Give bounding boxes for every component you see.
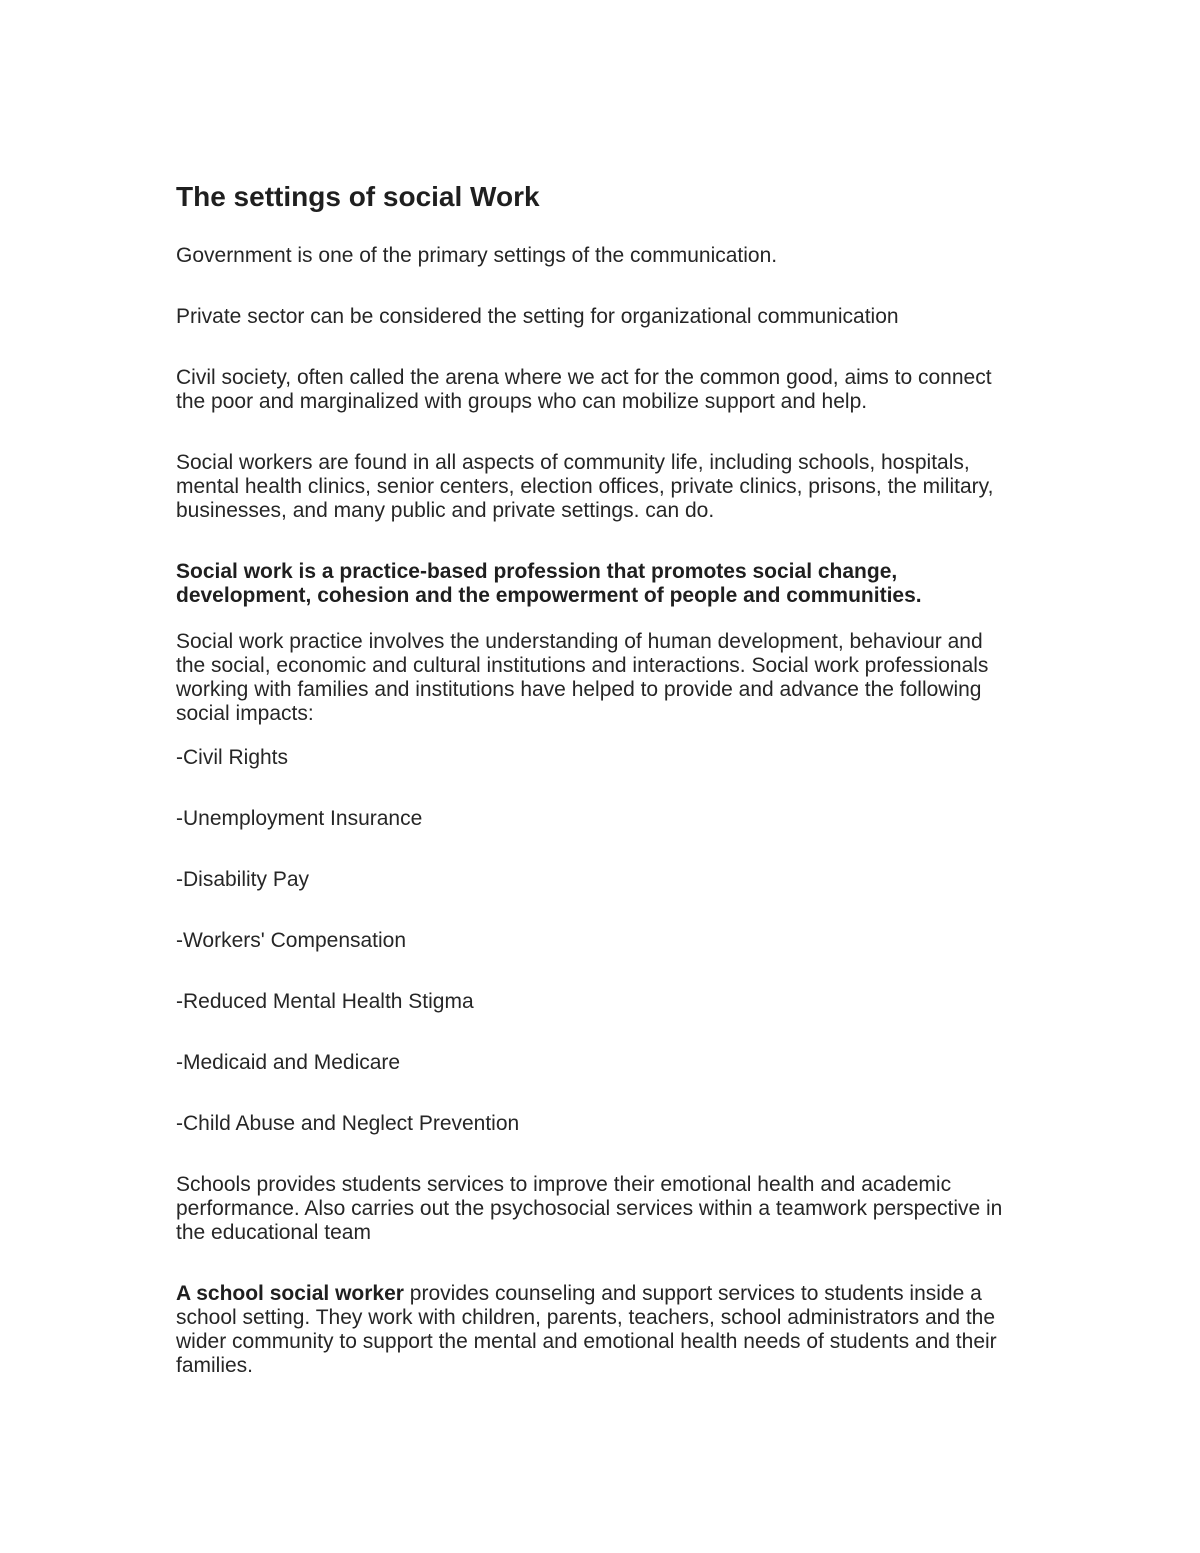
- list-item: -Reduced Mental Health Stigma: [176, 990, 474, 1013]
- paragraph-private-sector: Private sector can be considered the setting for organizational communication: [176, 305, 899, 328]
- impacts-list: [176, 746, 1016, 1136]
- document-title: The settings of social Work: [176, 181, 540, 212]
- paragraph-school-social-worker: [176, 1282, 1016, 1378]
- document-page: [176, 180, 1016, 1378]
- list-item: -Medicaid and Medicare: [176, 1051, 401, 1074]
- list-item: -Civil Rights: [176, 746, 289, 769]
- paragraph-government: Government is one of the primary settings of the communication.: [176, 244, 778, 267]
- list-item: -Disability Pay: [176, 868, 310, 891]
- school-social-worker-term: A school social worker: [176, 1282, 404, 1305]
- list-item: -Child Abuse and Neglect Prevention: [176, 1112, 520, 1135]
- list-item: -Workers' Compensation: [176, 929, 407, 952]
- paragraph-civil-society: Civil society, often called the arena where we act for the common good, aims to connect the poor and marginalized with groups who can mobilize support and help.: [176, 366, 992, 413]
- paragraph-schools: Schools provides students services to improve their emotional health and academic performance. Also carries out the psychosocial services within a teamwork perspective in the educational team: [176, 1173, 1003, 1244]
- school-social-worker-description: provides counseling and support services to students inside a school setting. They work with children, parents, teachers, school administrators and the wider community to support the mental and emotional health needs of students and their families.: [176, 1282, 997, 1377]
- paragraph-definition: Social work is a practice-based profession that promotes social change, development, cohesion and the empowerment of people and communities.: [176, 560, 922, 607]
- paragraph-social-workers: Social workers are found in all aspects of community life, including schools, hospitals, mental health clinics, senior centers, election offices, private clinics, prisons, the military, businesses, and many public and private settings. can do.: [176, 451, 994, 522]
- list-item: -Unemployment Insurance: [176, 807, 423, 830]
- paragraph-practice: Social work practice involves the understanding of human development, behaviour and the social, economic and cultural institutions and interactions. Social work professionals working with families and institutions have helped to provide and advance the following social impacts:: [176, 630, 989, 725]
